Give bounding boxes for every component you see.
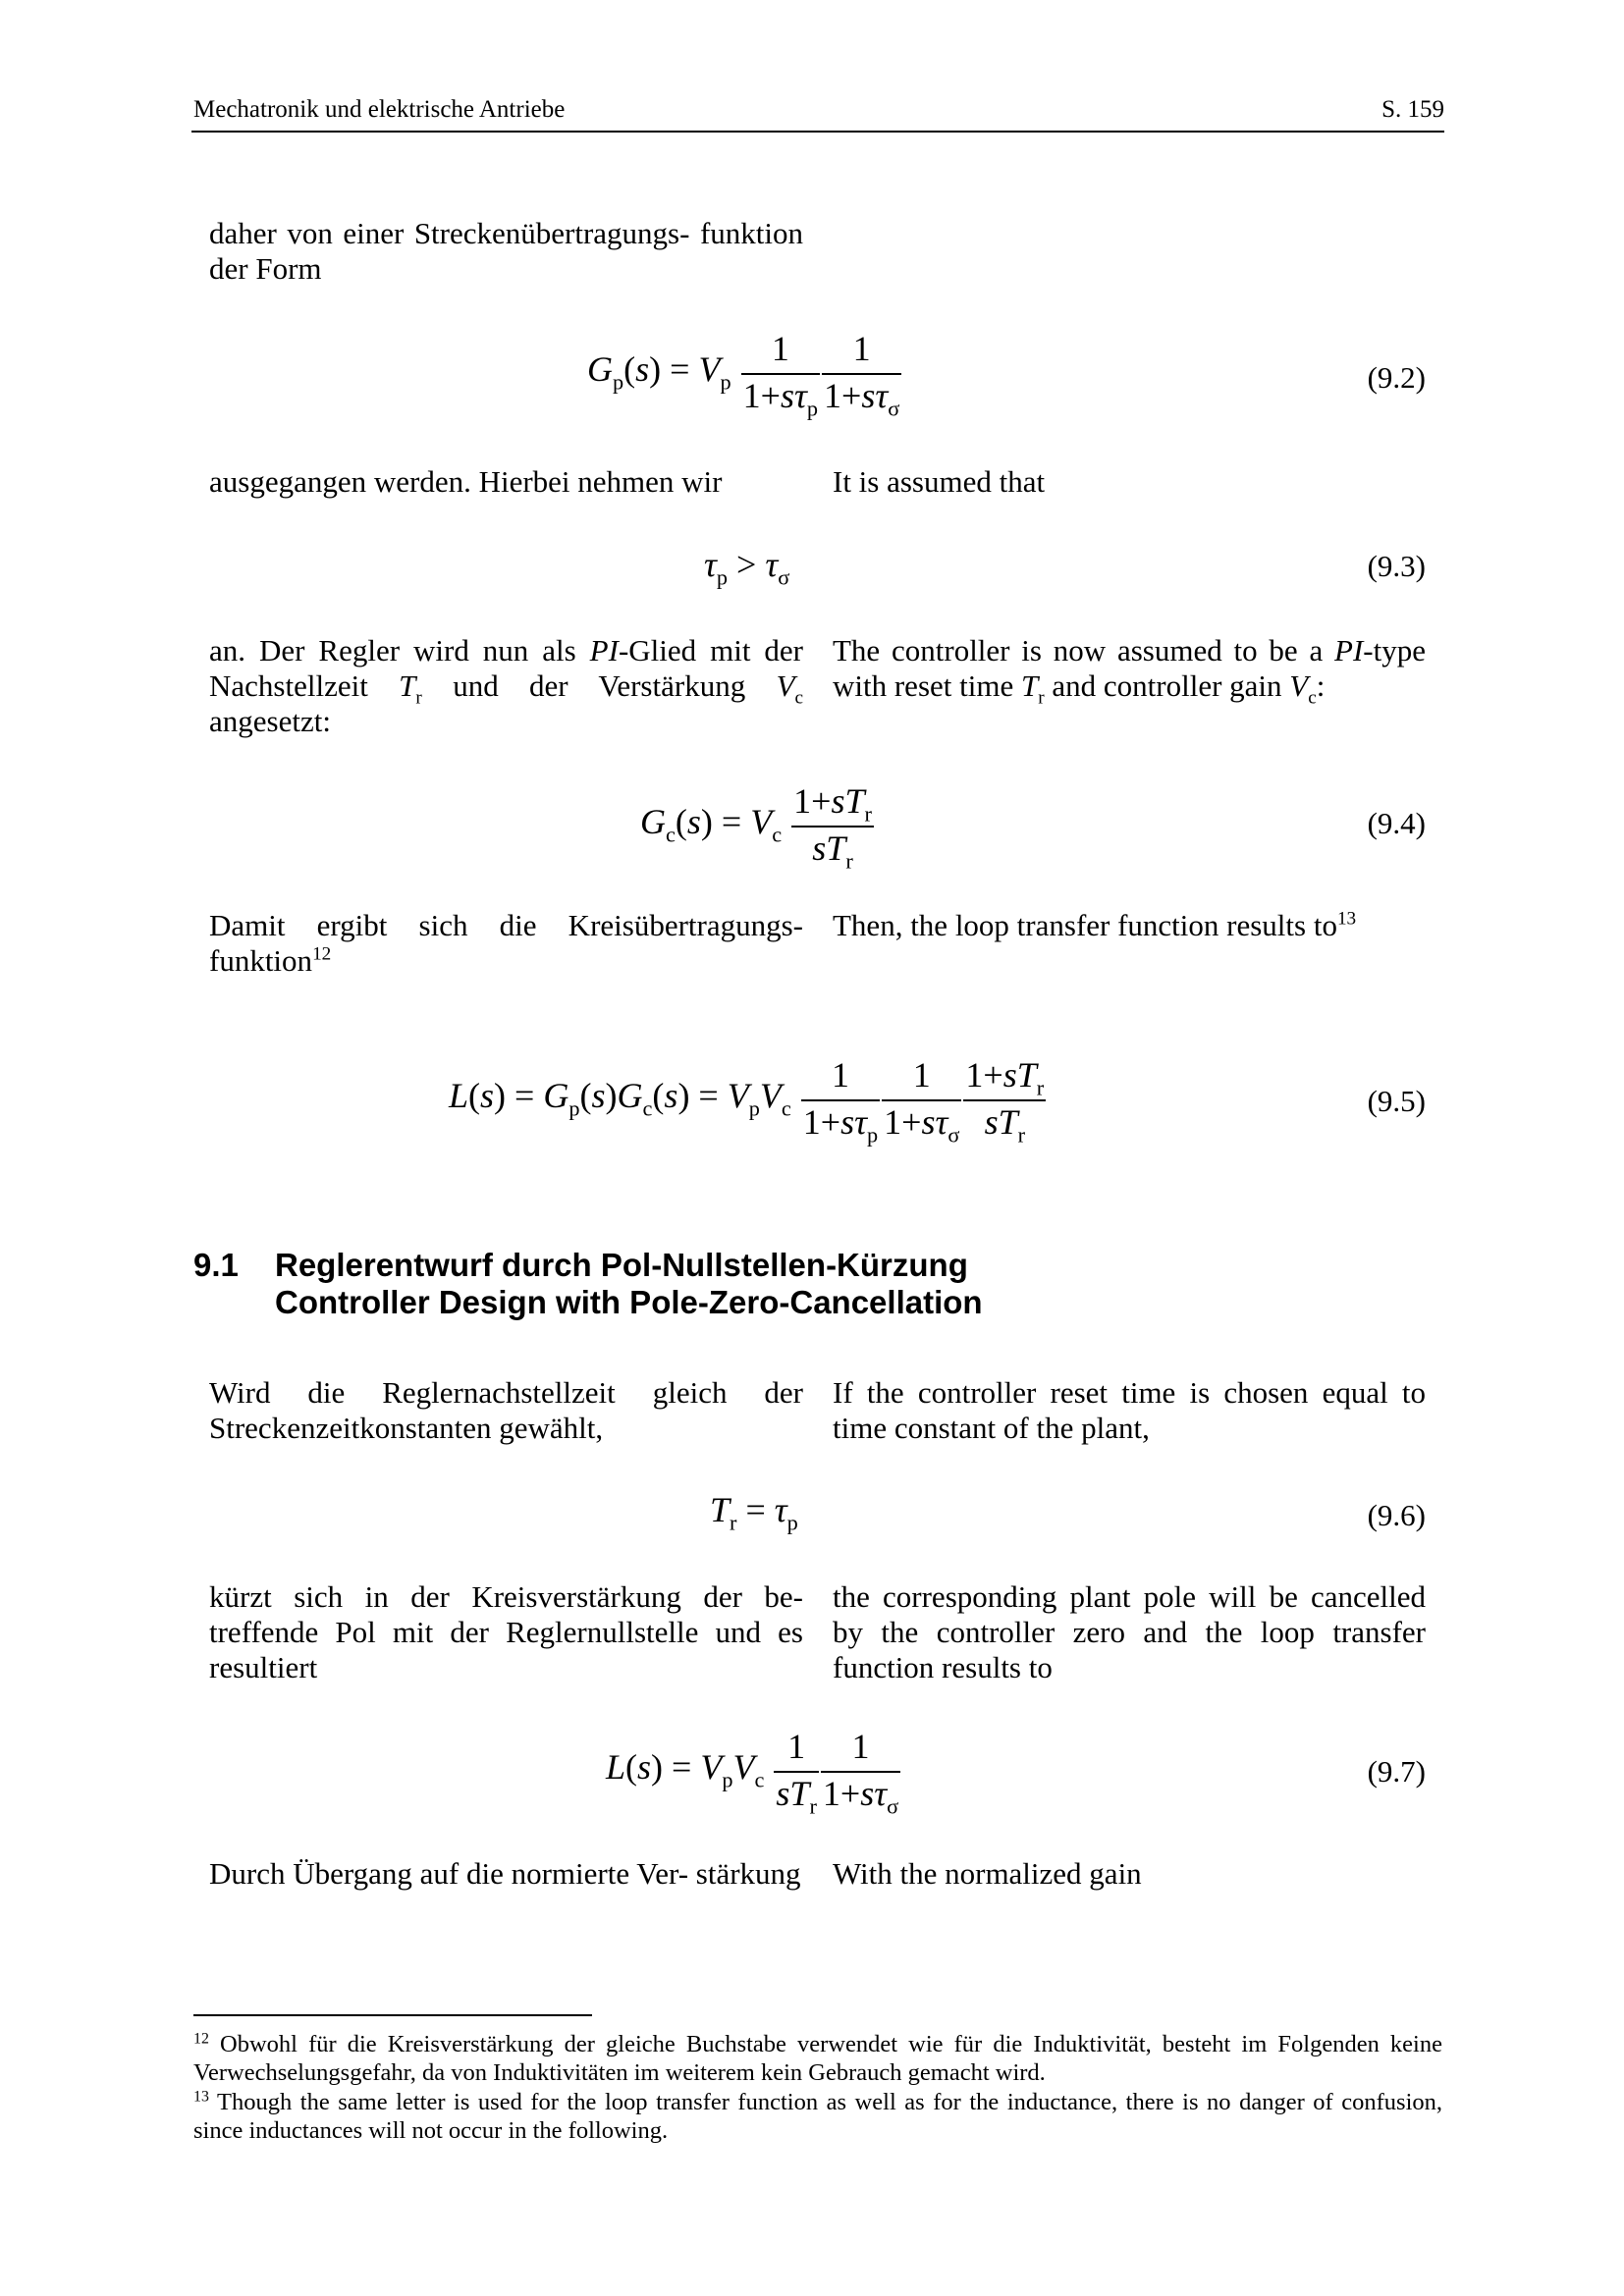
text-en-block-6: the corresponding plant pole will be cancelled by the controller zero and the loop transfer function results to xyxy=(833,1579,1426,1684)
text-de-block-3: an. Der Regler wird nun als PI-Glied mit der Nachstellzeit $T_r$ und der Verstärkung $V_c$ angesetzt: xyxy=(209,633,804,738)
text-en-block-7: With the normalized gain xyxy=(833,1856,1142,1891)
text-en-block-4: Then, the loop transfer function results $to^{13}$ xyxy=(833,908,1357,942)
equation-9-3: $\tau_p > \tau_\sigma$ xyxy=(704,545,790,590)
equation-9-7: $L(s) = V_pV_c$ $\frac{1}{sT_r}$ $\frac{1}{1+s\tau_\sigma}$ xyxy=(606,1727,899,1819)
footnote-12: $^{12}$ Obwohl für die Kreisverstärkung der gleiche Buchstabe verwendet wie für die Induktivität, besteht im Folgenden keine Verwechselungsgefahr, da von Induktivitäten im weiterem kein Gebrauch gemacht wird. xyxy=(193,2030,1442,2086)
text-de-block-6: kürzt sich in der Kreisverstärkung der be- treffende Pol mit der Reglernullstelle und es resultiert xyxy=(209,1579,803,1684)
running-header-title: Mechatronik und elektrische Antriebe xyxy=(193,96,566,123)
text-de-block-1: daher von einer Streckenübertragungs- funktion der Form xyxy=(209,216,803,286)
text-de-block-5: Wird die Reglernachstellzeit gleich der Streckenzeitkonstanten gewählt, xyxy=(209,1375,803,1445)
equation-9-5: $L(s) = G_p(s)G_c(s) = V_pV_c$ $\frac{1}{1+s\tau_p}$ $\frac{1}{1+s\tau_\sigma}$ $\frac{1+sT_r}{sT_r}$ xyxy=(449,1055,1045,1148)
footnote-rule xyxy=(193,2014,592,2016)
section-number: 9.1 xyxy=(193,1247,239,1283)
page-number: S. 159 xyxy=(1381,96,1444,123)
text-de-block-2: ausgegangen werden. Hierbei nehmen wir xyxy=(209,464,723,499)
text-en-block-3: The controller is now assumed to be a PI-type with reset time $T_r$ and controller gain $V_c$: xyxy=(833,633,1426,709)
header-rule xyxy=(191,131,1444,133)
equation-number-9-2: (9.2) xyxy=(1367,360,1426,395)
text-en-block-2: It is assumed that xyxy=(833,464,1046,499)
equation-9-2: $G_p(s) = V_p$ $\frac{1}{1+s\tau_p}$ $\frac{1}{1+s\tau_\sigma}$ xyxy=(587,329,900,421)
equation-number-9-4: (9.4) xyxy=(1367,806,1426,840)
footnote-13: $^{13}$ Though the same letter is used for the loop transfer function as well as for the inductance, there is no danger of confusion, since inductances will not occur in the following. xyxy=(193,2088,1442,2144)
section-title-de: Reglerentwurf durch Pol-Nullstellen-Kürzung xyxy=(275,1247,968,1283)
text-de-block-7: Durch Übergang auf die normierte Ver- stärkung xyxy=(209,1856,801,1891)
text-de-block-4: Damit ergibt sich die Kreisübertragungs- funktion$^{12}$ xyxy=(209,908,803,978)
section-title-en: Controller Design with Pole-Zero-Cancellation xyxy=(275,1284,983,1320)
equation-number-9-3: (9.3) xyxy=(1367,549,1426,583)
equation-number-9-5: (9.5) xyxy=(1367,1084,1426,1118)
equation-9-4: $G_c(s) = V_c$ $\frac{1+sT_r}{sT_r}$ xyxy=(640,781,872,874)
equation-number-9-7: (9.7) xyxy=(1367,1754,1426,1789)
equation-9-6: $T_r = \tau_p$ xyxy=(710,1490,798,1535)
equation-number-9-6: (9.6) xyxy=(1367,1498,1426,1532)
text-en-block-5: If the controller reset time is chosen equal to time constant of the plant, xyxy=(833,1375,1426,1445)
